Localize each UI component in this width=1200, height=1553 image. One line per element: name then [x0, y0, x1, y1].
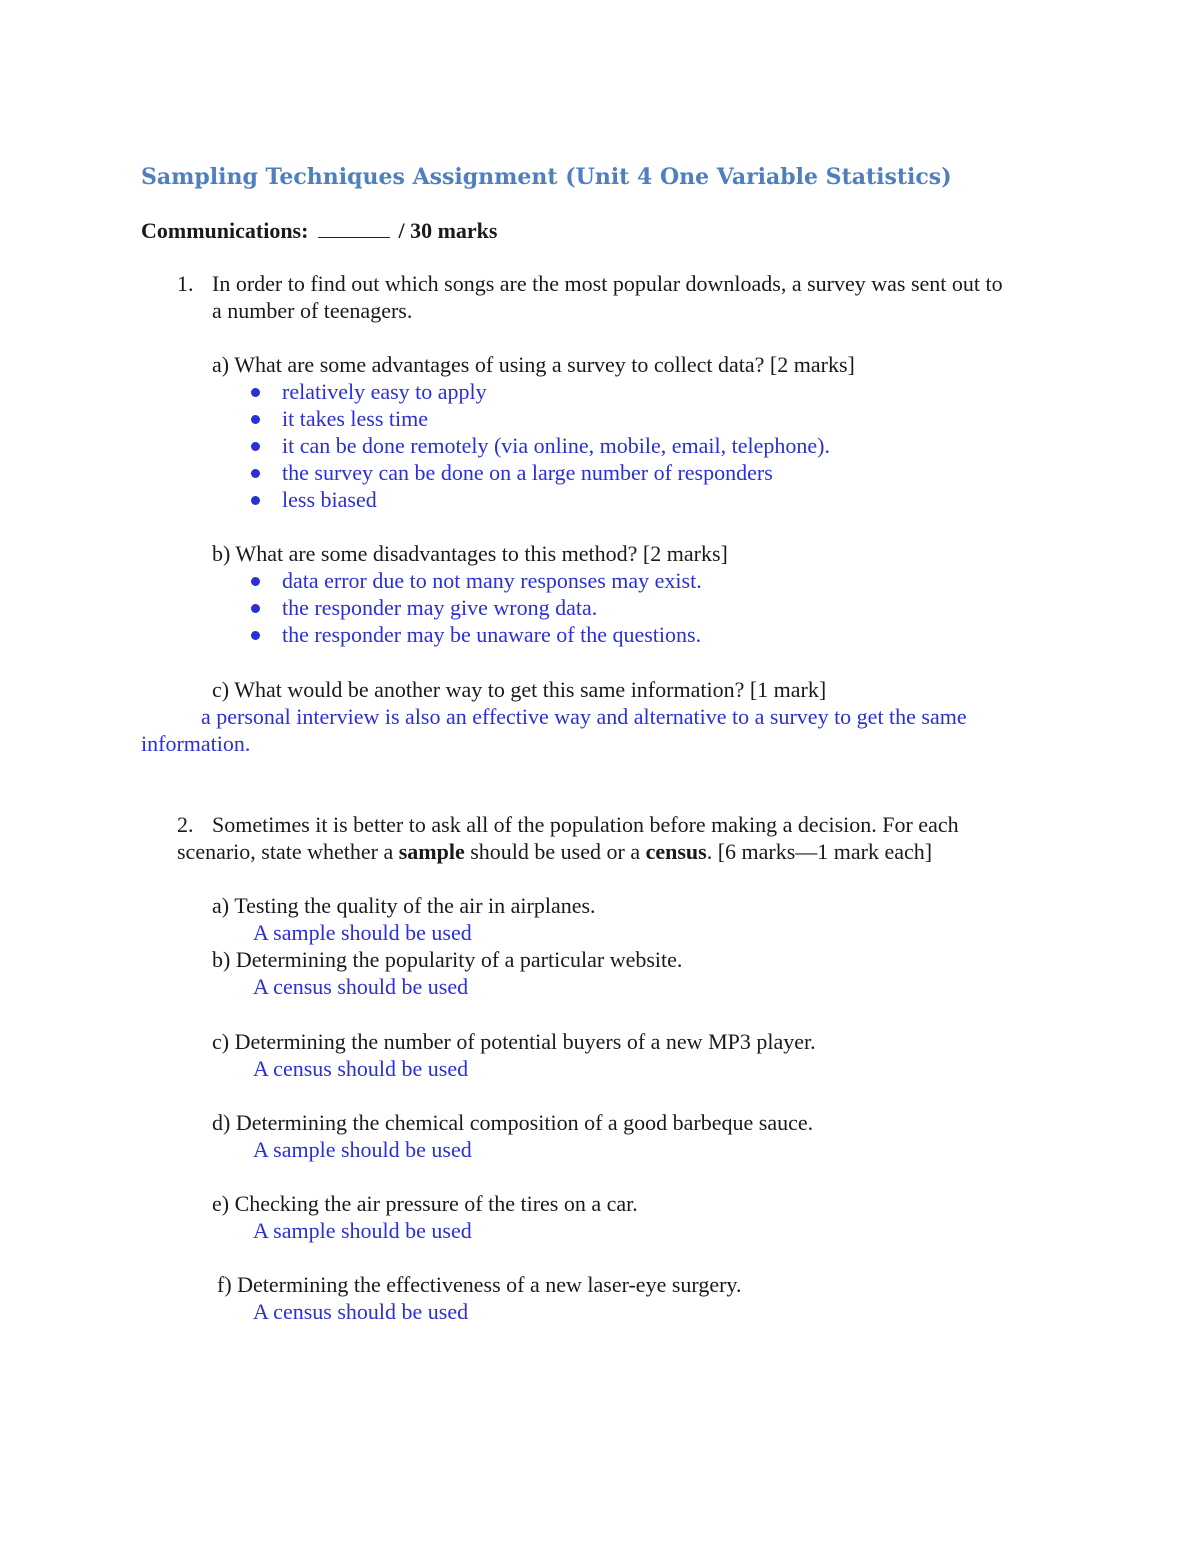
q1c-answer-line1: a personal interview is also an effective way and alternative to a survey to get the same	[201, 704, 967, 729]
q1a-answer-4: the survey can be done on a large number of responders	[282, 460, 773, 485]
q1-text-line1: In order to find out which songs are the most popular downloads, a survey was sent out to	[212, 271, 1003, 296]
q1-number: 1.	[177, 271, 194, 296]
q2f-answer: A census should be used	[253, 1299, 469, 1324]
page-title: Sampling Techniques Assignment (Unit 4 One Variable Statistics)	[141, 164, 952, 190]
q2-text-line2	[177, 838, 932, 865]
q2-line2-post: . [6 marks—1 mark each]	[706, 839, 933, 864]
bullet-icon	[251, 577, 260, 586]
q2a-question: a) Testing the quality of the air in airplanes.	[212, 893, 596, 918]
q1c-question: c) What would be another way to get this same information? [1 mark]	[212, 677, 827, 702]
q2b-question: b) Determining the popularity of a particular website.	[212, 947, 683, 972]
q2-line2-mid: should be used or a	[464, 839, 646, 864]
q2f-question: f) Determining the effectiveness of a new laser-eye surgery.	[217, 1272, 742, 1297]
q2-number: 2.	[177, 812, 194, 837]
q1a-answer-5: less biased	[282, 487, 377, 512]
q1b-question: b) What are some disadvantages to this method? [2 marks]	[212, 541, 728, 566]
q1c-answer-line2: information.	[141, 731, 251, 756]
q2c-question: c) Determining the number of potential buyers of a new MP3 player.	[212, 1029, 816, 1054]
sample-keyword: sample	[398, 839, 465, 864]
total-marks: / 30 marks	[398, 218, 498, 243]
bullet-icon	[251, 604, 260, 613]
q1a-answer-3: it can be done remotely (via online, mobile, email, telephone).	[282, 433, 830, 458]
bullet-icon	[251, 415, 260, 424]
bullet-icon	[251, 496, 260, 505]
q2b-answer: A census should be used	[253, 974, 469, 999]
q1a-question: a) What are some advantages of using a survey to collect data? [2 marks]	[212, 352, 855, 377]
bullet-icon	[251, 469, 260, 478]
q1b-answer-1: data error due to not many responses may exist.	[282, 568, 702, 593]
census-keyword: census	[645, 839, 707, 864]
q1a-answer-1: relatively easy to apply	[282, 379, 487, 404]
marks-blank	[318, 217, 390, 238]
q1a-answer-2: it takes less time	[282, 406, 429, 431]
q2e-question: e) Checking the air pressure of the tires on a car.	[212, 1191, 638, 1216]
communications-line	[141, 217, 497, 244]
bullet-icon	[251, 388, 260, 397]
q2e-answer: A sample should be used	[253, 1218, 472, 1243]
q2d-question: d) Determining the chemical composition of a good barbeque sauce.	[212, 1110, 814, 1135]
bullet-icon	[251, 442, 260, 451]
q1b-answer-3: the responder may be unaware of the questions.	[282, 622, 702, 647]
q2a-answer: A sample should be used	[253, 920, 472, 945]
q2-line2-pre: scenario, state whether a	[177, 839, 399, 864]
bullet-icon	[251, 631, 260, 640]
communications-label: Communications:	[141, 218, 309, 243]
q1b-answer-2: the responder may give wrong data.	[282, 595, 598, 620]
q2c-answer: A census should be used	[253, 1056, 469, 1081]
q2d-answer: A sample should be used	[253, 1137, 472, 1162]
q1-text-line2: a number of teenagers.	[212, 298, 413, 323]
q2-text-line1: Sometimes it is better to ask all of the population before making a decision. For each	[212, 812, 959, 837]
